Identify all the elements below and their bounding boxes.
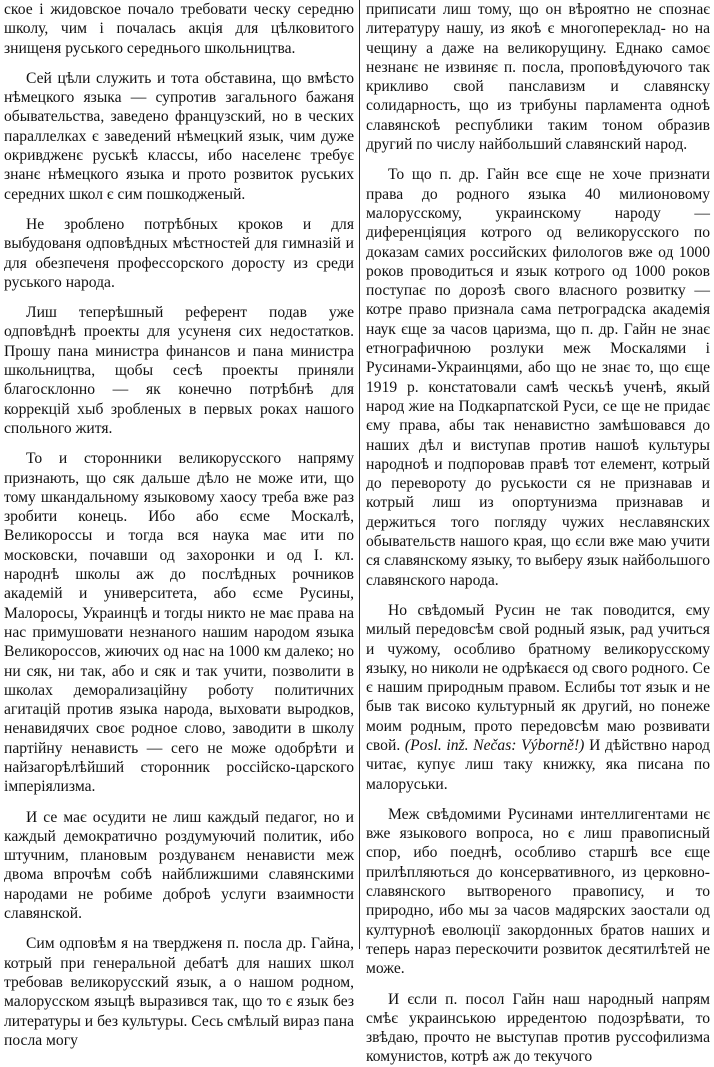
left-paragraph-1: ское і жидовское почало требовати ческу середню школу, чим і почалась акція для цѣлковитого знищеня руського середнього школьництва. <box>4 1 354 57</box>
left-paragraph-6: И се має осудити не лиш каждый педагог, но и каждый демократично роздумуючий политик, ибо штучним, плановым роздуванєм ненависти меж двома впрочѣм собѣ найближшими славянскими народами не робиме доброѣ услуги взаимности славянской. <box>4 808 354 923</box>
right-paragraph-2: То що п. др. Гайн все єще не хоче признати права до родного языка 40 милионовому малорусскому, украинскому народу — диференціяция котрого од великорусского по доказам самих российских филологов вже од 1000 роков проводиться и язык котрого од 1000 роков поступає по дорозѣ свого власного розвитку — котре право признала сама петроградска академія наук єще за часов царизма, що п. др. Гайн не знає етнографичною розлуки меж Москалями і Русинами-Украинцями, або що не знає то, що єще 1919 р. констатовали самѣ ческьѣ ученѣ, якый народ жие на Подкарпатской Руси, се ще не придає єму права, абы так ненавистно замѣшовався до наших дѣл и виступав против нашоѣ культуры народноѣ и подпоровав правѣ тот елемент, котрый до переворотy до руськости ся не признавав и котрый лиш из опортунизма признавав и держиться того погляду чужих неславянских обывательств нашого края, що єсли вже маю учити ся славянскому языку, то выберу язык найбольшого славянского народа. <box>366 166 710 589</box>
right-paragraph-3-tail: И дѣйствно народ читає, купує лиш таку книжку, яка писана по малоруськи. <box>366 736 711 793</box>
left-paragraph-4: Лиш теперѣшный референт подав уже одповѣднѣ проекты для усуненя сих недостатков. Прошу пана министра финансов и пана министра школьництва, щобы сесѣ проекты приняли благосклонно — як конечно потрѣбнѣ для коррекцій хыб зробленых в первых роках нашого спольного житя. <box>4 304 354 437</box>
left-paragraph-2: Сей цѣли служить и тота обставина, що вмѣсто нѣмецкого языка — супротив загального бажаня обывательства, заведено французский, но в ческих параллелках є заведений нѣмецкий язык, чим дуже окривдженє руськѣ классы, ибо населенє требує знанє нѣмецкого языка и прото розвиток руських середних школ є сим пошкодженый. <box>4 69 354 203</box>
interjection-note: (Posl. inž. Nečas: Výborně!) <box>404 736 585 754</box>
right-paragraph-1: приписати лиш тому, що он вѣроятно не спознає литературу нашу, из якоѣ є многопереклад- но на чещину а даже на великорущину. Еднако самоє незнанє не извиняє п. посла, проповѣдуючого так крикливо свой панславизм и славянску солидарность, що из трибуны парламента одноѣ славянскоѣ республики таким тоном образив другий по числу найбольший славянский народ. <box>366 1 710 154</box>
left-paragraph-5: То и сторонники великорусского напряму признають, що сяк дальше дѣло не може ити, що тому шкандальному языковому хаосу треба вже раз зробити конець. Ибо або єсме Москалѣ, Великороссы и тогда вся наука має ити по московски, почавши од захоронки и од I. кл. народнѣ школы аж до послѣдных рочников академій и университета, або єсме Русины, Малоросы, Украинцѣ и тогды никто не має права на нас примушовати незнаного нашим народом языка Великороссов, жиючих од нас на 1000 км далеко; но ни сяк, ни так, або и сяк и так учити, позволити в школах деморализаційну роботу политичних агитацій против языка народа, выховати выродков, ненавидячих своє родное слово, заводити в школу партійну ненависть — сего не може одобрѣти и найзагорѣлѣйший сторонник россійско-царского імперіялизма. <box>4 450 354 796</box>
right-column <box>366 0 711 1066</box>
right-paragraph-3-text: Но свѣдомый Русин не так поводится, єму милый передовсѣм свой родный язык, рад учиться и чужому, особливо братному великорусскому языку, но николи не одрѣкаєся од свого родного. Се є нашим природным правом. Еслибы тот язык и не быв так високо культурный як другий, но понеже моим родным, прото передовсѣм маю розвивати свой. <box>366 601 710 754</box>
right-paragraph-4: Меж свѣдомими Русинами интеллигентами нє вже языкового вопроса, но є лиш правописный спор, ибо поеднѣ, особливо старшѣ все єще прилѣпляються до консервативного, из церковно-славянского вытвореного правопису, и то природно, ибо мы за часов мадярских заостали од културноѣ еволюції закордонных братов наших и теперь нараз перескочити розвиток десятилѣтей не може. <box>366 805 710 978</box>
left-paragraph-3: Не зроблено потрѣбных кроков и для выбудованя одповѣдных мѣстностей для гимназій и для обезпеченя профессорского доросту из среди руського народа. <box>4 215 354 291</box>
right-paragraph-3 <box>366 601 710 794</box>
column-divider <box>359 0 360 949</box>
right-paragraph-5: И єсли п. посол Гайн наш народный напрям смѣє украинською ирредентою подозрѣвати, то звѣдаю, прочто не выступав против руссофилизма комунистов, котрѣ аж до текучого <box>366 990 710 1066</box>
left-paragraph-7: Сим одповѣм я на твердженя п. посла др. Гайна, котрый при генеральной дебатѣ для наших школ требовав великорусский язык, а о нашом родном, малорусском языцѣ выразився так, що то є язык без литературы и без культуры. Сесь смѣлый вираз пана посла могу <box>4 935 354 1049</box>
left-column <box>4 0 354 1049</box>
